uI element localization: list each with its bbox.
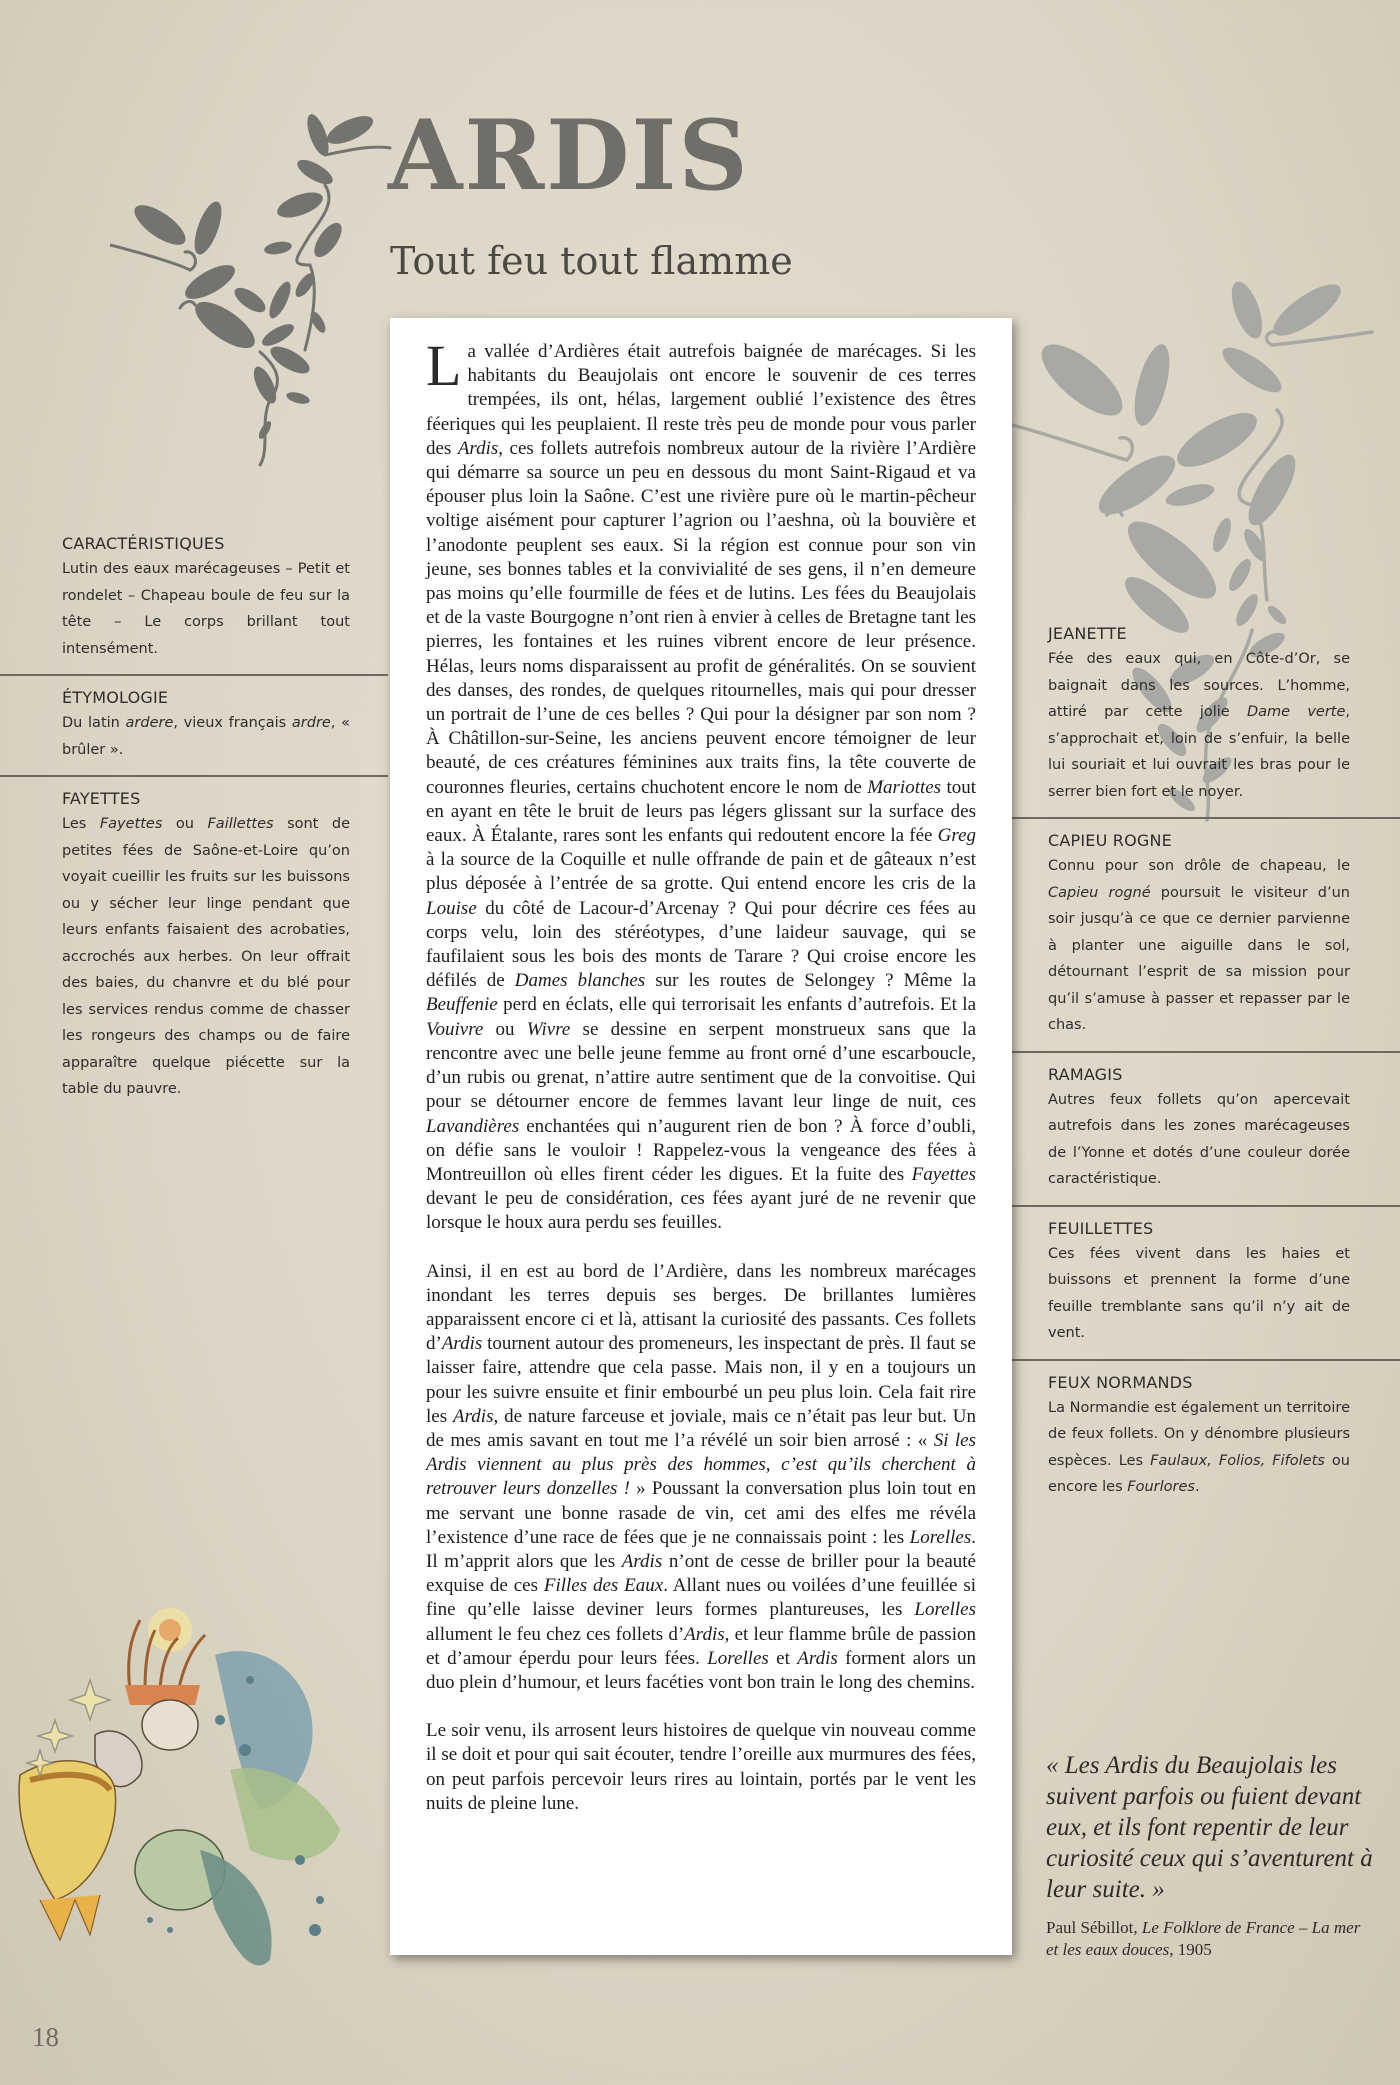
sidebar-text: Ces fées vivent dans les haies et buissons et prennent la forme d’une feuille tremblante sans qu’il n’y ait de vent. [1048, 1245, 1350, 1341]
sidebar-text: Connu pour son drôle de chapeau, le Capieu rogné poursuit le visiteur d’un soir jusqu’à ce que ce dernier parvienne à planter une aiguille dans le sol, détournant l’esprit de sa mission pour qu’il s’amuse à passer et repasser par le chas. [1048, 858, 1350, 1033]
fairy-couple-illustration-icon [0, 1600, 390, 2020]
sidebar-heading: CAPIEU ROGNE [1048, 831, 1172, 850]
sidebar-text: Les Fayettes ou Faillettes sont de petites fées de Saône-et-Loire qu’on voyait cueillir les fruits sur les buissons ou y sécher leur linge pendant que leurs enfants faisaient des acrobaties, accrochés aux herbes. On leur offrait des baies, du chanvre et du blé pour les services rendus comme de chasser les rongeurs des champs ou de faire apparaître quelque piécette sur la table du pauvre. [62, 816, 350, 1097]
right-sidebar [1012, 612, 1400, 1513]
left-sidebar [0, 522, 388, 1115]
sidebar-box-feux-normands [1012, 1361, 1400, 1513]
drop-cap: L [426, 333, 462, 398]
quote-work: Le Folklore de France – La mer et les eaux douces [1046, 1918, 1361, 1959]
article-paragraph-text: a vallée d’Ardières était autrefois baignée de marécages. Si les habitants du Beaujolais ont encore le souvenir de ces terres trempées, ils ont, hélas, largement oublié l’existence des êtres féeriques qui les peuplaient. Il reste très peu de monde pour vous parler des Ardis, ces follets autrefois nombreux autour de la rivière l’Ardière qui démarre sa source un peu en dessous du mont Saint-Rigaud et va épouser plus loin la Saône. C’est une rivière pure où le martin-pêcheur voltige aisément pour capturer l’agrion ou l’aeshna, où la bouvière et l’anodonte peuplent ses eaux. Si la région est connue pour son vin jeune, ses bonnes tables et la convivialité de ses gens, il n’en demeure pas moins qu’elle fourmille de fées et de lutins. Les fées du Beaujolais et de la vaste Bourgogne n’ont rien à envier à celles de Bretagne tant les pierres, les fontaines et les ruines vibrent encore de leur présence. Hélas, leurs noms disparaissent au profit de généralités. On se souvient des danses, des rondes, de quelques ritournelles, mais qui pour dresser un portrait de l’une de ces belles ? Qui pour la désigner par son nom ? À Châtillon-sur-Seine, les anciens peuvent encore témoigner de leur beauté, de ces créatures féminines aux traits fins, la tête couverte de couronnes fleuries, certains chuchotent encore le nom de Mariottes tout en ayant en tête le bruit de leurs pas légers glissant sur la surface des eaux. À Étalante, rares sont les enfants qui redoutent encore la fée Greg à la source de la Coquille et nulle offrande de pain et de gâteaux n’est plus déposée à l’entrée de sa grotte. Qui entend encore les cris de la Louise du côté de Lacour-d’Arcenay ? Qui pour décrire ces fées au corps velu, loin des stéréotypes, d’une laideur sauvage, qui se faufilaient sous les bois des monts de Tarare ? Qui croise encore les défilés de Dames blanches sur les routes de Selongey ? Même la Beuffenie perd en éclats, elle qui terrorisait les enfants d’autrefois. Et la Vouivre ou Wivre se dessine en serpent monstrueux sans que la rencontre avec une belle jeune femme au front orné d’une escarboucle, d’un rubis ou grenat, n’attire autre sentiment que de la convoitise. Qui pour se détourner encore de femmes lavant leur linge de nuit, ces Lavandières enchantées qui n’augurent rien de bon ? À force d’oubli, on défie sans le vouloir ! Rappelez-vous la vengeance des fées à Montreuillon où elles firent céder les digues. Et la fuite des Fayettes devant le peu de considération, ces fées ayant juré de ne revenir que lorsque le houx aura perdu ses feuilles. [426, 341, 977, 1234]
sidebar-text: Autres feux follets qu’on apercevait autrefois dans les zones marécageuses de l’Yonne et dotés d’une couleur dorée caractéristique. [1048, 1091, 1350, 1187]
sidebar-box-caracteristiques [0, 522, 388, 676]
quote-text: « Les Ardis du Beaujolais les suivent parfois ou fuient devant eux, et ils font repentir de leur curiosité ceux qui s’aventurent à leur suite. » [1046, 1752, 1373, 1903]
sidebar-heading: JEANETTE [1048, 624, 1127, 643]
sidebar-heading: FEUX NORMANDS [1048, 1372, 1193, 1392]
quote-year: , 1905 [1169, 1940, 1212, 1959]
sidebar-box-jeanette [1012, 612, 1400, 819]
page-subtitle: Tout feu tout flamme [390, 239, 793, 283]
sidebar-heading: RAMAGIS [1048, 1064, 1123, 1084]
sidebar-text: La Normandie est également un territoire de feux follets. On y dénombre plusieurs espèces. Les Faulaux, Folios, Fifolets ou encore les Fourlores. [1048, 1399, 1350, 1495]
sidebar-box-ramagis [1012, 1053, 1400, 1207]
quote-author: Paul Sébillot, [1046, 1918, 1142, 1937]
leaf-ornament-top-left-icon [110, 90, 410, 490]
sidebar-text: Fée des eaux qui, en Côte-d’Or, se baignait dans les sources. L’homme, attiré par cette jolie Dame verte, s’approchait et, loin de s’enfuir, la belle lui souriait et lui ouvrait les bras pour le serrer bien fort et le noyer. [1048, 651, 1350, 800]
article-paragraph: Ainsi, il en est au bord de l’Ardière, dans les nombreux marécages inondant les terres depuis ses berges. De brillantes lumières apparaissent encore ci et là, attisant la curiosité des passants. Ces follets d’Ardis tournent autour des promeneurs, les inspectant de près. Il faut se laisser faire, attendre que cela passe. Mais non, il y en a toujours un pour les suivre ensuite et finir embourbé un peu plus loin. Cela fait rire les Ardis, de nature farceuse et joviale, mais ce n’était pas leur but. Un de mes amis savant en tout me l’a révélé un soir bien arrosé : « Si les Ardis viennent au plus près des hommes, c’est qu’ils cherchent à retrouver leurs donzelles ! » Poussant la conversation plus loin tout en me servant une bonne rasade de vin, cet ami des elfes me révéla l’existence d’une race de fées que je ne connaissais point : les Lorelles. Il m’apprit alors que les Ardis n’ont de cesse de briller pour la beauté exquise de ces Filles des Eaux. Allant nues ou voilées d’une feuillée si fine qu’elle laisse deviner leurs formes plantureuses, les Lorelles allument le feu chez ces follets d’Ardis, et leur flamme brûle de passion et d’amour éperdu pour leurs fées. Lorelles et Ardis forment alors un duo plein d’humour, et leurs facéties vont bon train le long des chemins. [426, 1260, 977, 1693]
sidebar-text: Lutin des eaux marécageuses – Petit et rondelet – Chapeau boule de feu sur la tête – Le corps brillant tout intensément. [62, 561, 350, 657]
sidebar-heading: FAYETTES [62, 789, 141, 808]
sidebar-heading: FEUILLETTES [1048, 1218, 1154, 1238]
sidebar-box-etymologie [0, 676, 388, 777]
sidebar-heading: ÉTYMOLOGIE [62, 688, 169, 707]
pull-quote [1046, 1750, 1376, 1961]
article-paragraph: Le soir venu, ils arrosent leurs histoires de quelque vin nouveau comme il se doit et pour qui sait écouter, tendre l’oreille aux murmures des fées, on peut parfois percevoir leurs rires au lointain, portés par le vent les nuits de pleine lune. [426, 1720, 976, 1814]
sidebar-box-feuillettes [1012, 1207, 1400, 1361]
page-title: ARDIS [388, 99, 750, 212]
sidebar-text: Du latin ardere, vieux français ardre, « brûler ». [62, 715, 350, 758]
article-paragraph [426, 333, 977, 1236]
article-body [390, 318, 1012, 1955]
page-number: 18 [32, 2022, 59, 2052]
sidebar-box-capieu-rogne [1012, 819, 1400, 1053]
sidebar-heading: CARACTÉRISTIQUES [62, 534, 225, 553]
quote-source [1046, 1917, 1376, 1961]
sidebar-box-fayettes [0, 777, 388, 1115]
